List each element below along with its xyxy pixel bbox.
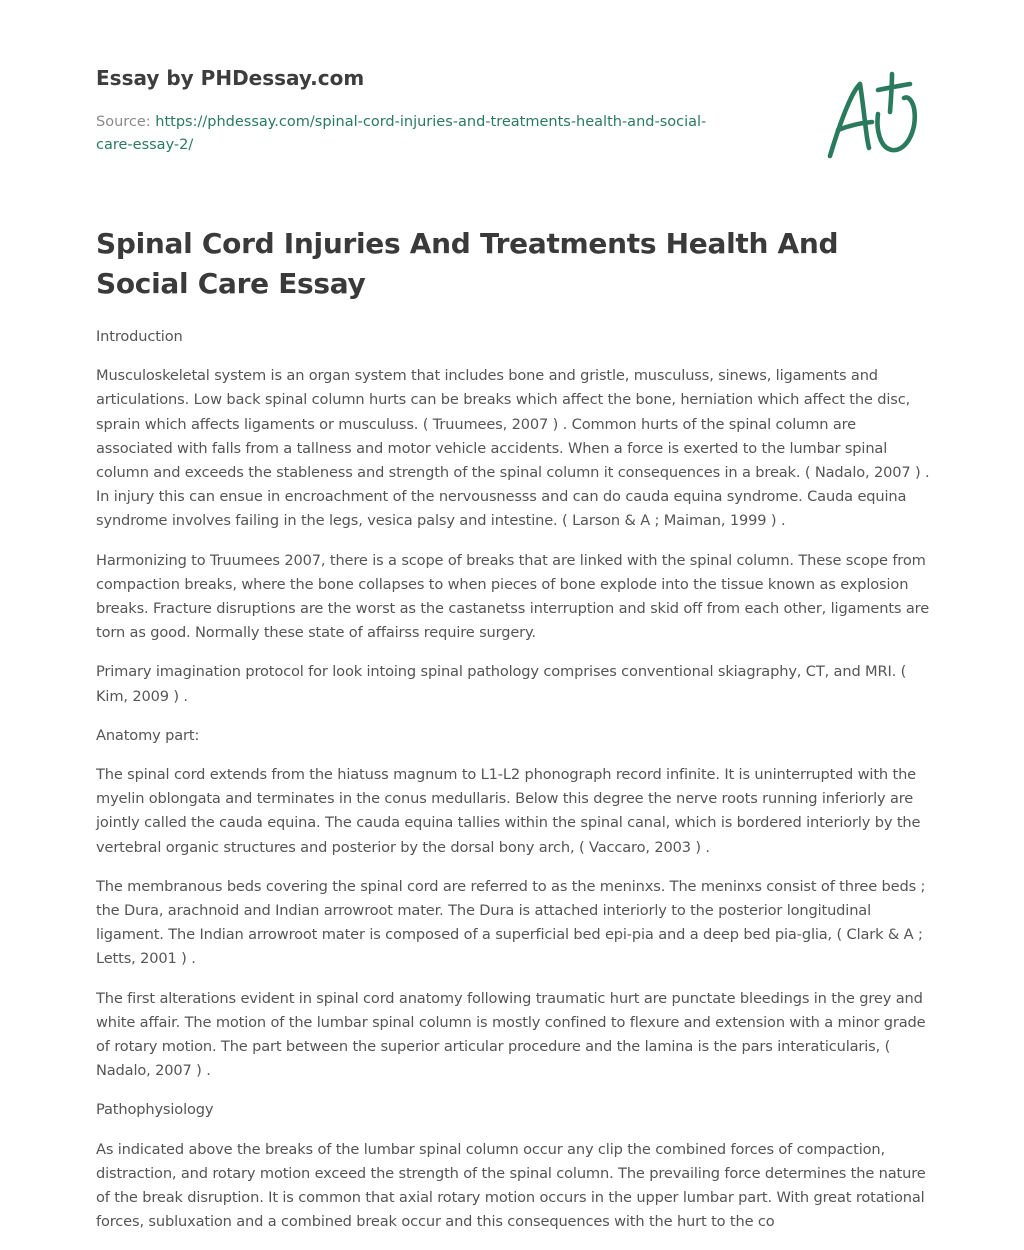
paragraph: The spinal cord extends from the hiatuss magnum to L1-L2 phonograph record infinite. It is uninterrupted with the myelin oblongata and terminates in the conus medullaris. Below this degree the nerve roots running inferiorly are jointly called the cauda equina. The cauda equina tallies within the spinal canal, which is bordered interiorly by the vertebral organic structures and posterior by the dorsal bony arch, ( Vaccaro, 2003 ) . xyxy=(96,766,921,856)
paragraph: The membranous beds covering the spinal cord are referred to as the meninxs. The meninxs consist of three beds ; the Dura, arachnoid and Indian arrowroot mater. The Dura is attached interiorly to the posterior longitudinal ligament. The Indian arrowroot mater is composed of a superficial bed epi-pia and a deep bed pia-glia, ( Clark & A ; Letts, 2001 ) . xyxy=(96,877,926,968)
essay-title: Spinal Cord Injuries And Treatments Health And Social Care Essay xyxy=(96,227,839,300)
source-link-line-1: https://phdessay.com/spinal-cord-injuries-and-treatments-health-and-social- xyxy=(155,114,707,130)
paragraph: The first alterations evident in spinal cord anatomy following traumatic hurt are punctate bleedings in the grey and white affair. The motion of the lumbar spinal column is mostly confined to flexure and extension with a minor grade of rotary motion. The part between the superior articular procedure and the lamina is the pars interaticularis, ( Nadalo, 2007 ) . xyxy=(96,989,926,1080)
essay-header xyxy=(96,64,776,157)
paragraph: Primary imagination protocol for look intoing spinal pathology comprises conventional skiagraphy, CT, and MRI. ( Kim, 2009 ) . xyxy=(96,663,907,705)
source-line xyxy=(96,111,776,157)
a-plus-logo xyxy=(822,68,926,164)
paragraph: Musculoskeletal system is an organ system that includes bone and gristle, musculuss, sinews, ligaments and articulations. Low back spinal column hurts can be breaks which affect the bone, herniation which affect the disc, sprain which affects ligaments or musculuss. ( Truumees, 2007 ) . Common hurts of the spinal column are associated with falls from a tallness and motor vehicle accidents. When a force is exerted to the lumbar spinal column and exceeds the stableness and strength of the spinal column it consequences in a break. ( Nadalo, 2007 ) . In injury this can ensue in encroachment of the nervousnesss and can do cauda equina syndrome. Cauda equina syndrome involves failing in the legs, vesica palsy and intestine. ( Larson & A ; Maiman, 1999 ) . xyxy=(96,367,930,530)
source-link-line-2: care-essay-2/ xyxy=(96,137,194,153)
paragraph-pathophysiology-heading: Pathophysiology xyxy=(96,1101,214,1119)
source-label: Source: xyxy=(96,114,151,130)
paragraph-introduction-heading: Introduction xyxy=(96,328,183,345)
paragraph: Harmonizing to Truumees 2007, there is a scope of breaks that are linked with the spinal column. These scope from compaction breaks, where the bone collapses to when pieces of bone explode into the tissue known as explosion breaks. Fracture disruptions are the worst as the castanetss interruption and skid off from each other, ligaments are torn as good. Normally these state of affairss require surgery. xyxy=(96,551,930,642)
essay-body xyxy=(96,325,932,1250)
source-link[interactable] xyxy=(96,114,706,153)
paragraph-anatomy-heading: Anatomy part: xyxy=(96,726,200,744)
site-brand: Essay by PHDessay.com xyxy=(96,66,365,90)
paragraph: As indicated above the breaks of the lumbar spinal column occur any clip the combined forces of compaction, distraction, and rotary motion exceed the strength of the spinal column. The prevailing force determines the nature of the break disruption. It is common that axial rotary motion occurs in the upper lumbar part. With great rotational forces, subluxation and a combined break occur and this consequences with the hurt to the co xyxy=(96,1140,926,1231)
a-plus-grade-icon xyxy=(822,68,926,164)
